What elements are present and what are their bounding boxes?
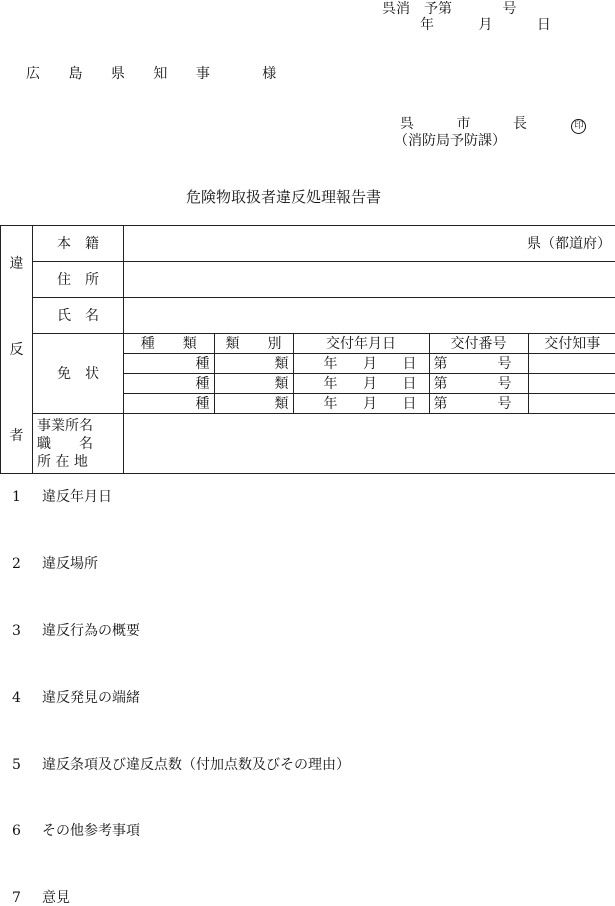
side-char-ihan: 違 <box>1 228 32 300</box>
license-issue-date[interactable] <box>293 354 429 374</box>
name-field[interactable] <box>124 298 615 334</box>
license-issue-number[interactable] <box>429 354 528 374</box>
license-month: 月 <box>363 377 377 391</box>
item-text: 違反行為の概要 <box>42 623 140 639</box>
side-char-han: 反 <box>1 300 32 400</box>
license-category[interactable]: 類 <box>214 394 293 414</box>
addressee-char: 知 <box>153 67 167 81</box>
license-month: 月 <box>363 397 377 411</box>
violator-side-label <box>1 226 33 474</box>
report-item <box>12 824 140 838</box>
item-text: その他参考事項 <box>42 823 140 839</box>
report-item <box>12 557 98 571</box>
report-item <box>12 691 140 705</box>
license-no-prefix: 第 <box>434 357 448 371</box>
document-number-prefix: 呉消 予第 <box>382 1 452 17</box>
sender-char: 呉 <box>400 117 414 131</box>
license-year: 年 <box>324 377 338 391</box>
license-label: 免 状 <box>33 334 124 414</box>
item-text: 違反条項及び違反点数（付加点数及びその理由） <box>42 757 350 773</box>
document-date <box>420 18 551 32</box>
license-issue-date[interactable] <box>293 374 429 394</box>
violator-table <box>0 225 615 474</box>
license-kind[interactable]: 種 <box>124 354 214 374</box>
item-number: 2 <box>12 557 42 571</box>
license-day: 日 <box>403 357 417 371</box>
sender <box>400 117 586 134</box>
addressee <box>26 67 300 81</box>
document-number <box>382 2 516 16</box>
license-issue-date[interactable] <box>293 394 429 414</box>
item-text: 違反場所 <box>42 556 98 572</box>
date-day: 日 <box>537 17 551 33</box>
license-governor[interactable] <box>528 354 615 374</box>
license-day: 日 <box>403 397 417 411</box>
license-no-suffix: 号 <box>498 357 512 371</box>
business-field[interactable] <box>124 414 615 474</box>
item-text: 違反発見の端緒 <box>42 690 140 706</box>
license-no-suffix: 号 <box>498 397 512 411</box>
license-cell <box>124 334 615 414</box>
license-year: 年 <box>324 357 338 371</box>
license-row <box>124 374 615 394</box>
item-text: 違反年月日 <box>42 489 112 505</box>
seal-mark: 印 <box>571 119 586 134</box>
side-char-sha: 者 <box>1 400 32 472</box>
license-header-governor: 交付知事 <box>528 334 615 354</box>
license-issue-number[interactable] <box>429 394 528 414</box>
location-label: 所 在 地 <box>37 453 119 471</box>
license-kind[interactable]: 種 <box>124 374 214 394</box>
date-year: 年 <box>420 17 434 33</box>
item-number: 3 <box>12 624 42 638</box>
item-number: 6 <box>12 824 42 838</box>
date-month: 月 <box>478 17 492 33</box>
business-label <box>33 414 124 474</box>
license-issue-number[interactable] <box>429 374 528 394</box>
license-header-issue-number: 交付番号 <box>429 334 528 354</box>
license-header-issue-date: 交付年月日 <box>293 334 429 354</box>
report-item <box>12 891 70 905</box>
item-number: 5 <box>12 758 42 772</box>
report-item <box>12 758 350 772</box>
license-governor[interactable] <box>528 374 615 394</box>
item-number: 7 <box>12 891 42 905</box>
job-title-label: 職 名 <box>37 435 119 453</box>
document-title: 危険物取扱者違反処理報告書 <box>186 190 381 205</box>
document-number-suffix: 号 <box>502 1 516 17</box>
license-category[interactable]: 類 <box>214 354 293 374</box>
sender-char: 市 <box>456 117 470 131</box>
addressee-char: 事 <box>196 67 210 81</box>
honseki-field[interactable]: 県（都道府） <box>124 226 615 262</box>
addressee-honorific: 様 <box>262 67 276 81</box>
name-label: 氏 名 <box>33 298 124 334</box>
item-number: 1 <box>12 490 42 504</box>
business-name-label: 事業所名 <box>37 417 119 435</box>
item-text: 意見 <box>42 890 70 906</box>
address-field[interactable] <box>124 262 615 298</box>
license-day: 日 <box>403 377 417 391</box>
sender-department: （消防局予防課） <box>394 134 506 148</box>
license-header-kind: 種 類 <box>124 334 214 354</box>
license-category[interactable]: 類 <box>214 374 293 394</box>
addressee-char: 県 <box>111 67 125 81</box>
license-no-prefix: 第 <box>434 397 448 411</box>
honseki-label: 本 籍 <box>33 226 124 262</box>
report-item <box>12 624 140 638</box>
license-month: 月 <box>363 357 377 371</box>
license-year: 年 <box>324 397 338 411</box>
license-table <box>124 334 615 413</box>
address-label: 住 所 <box>33 262 124 298</box>
license-no-suffix: 号 <box>498 377 512 391</box>
addressee-char: 島 <box>68 67 82 81</box>
license-no-prefix: 第 <box>434 377 448 391</box>
license-row <box>124 394 615 414</box>
license-row <box>124 354 615 374</box>
report-item <box>12 490 112 504</box>
license-governor[interactable] <box>528 394 615 414</box>
item-number: 4 <box>12 691 42 705</box>
license-header-category: 類 別 <box>214 334 293 354</box>
addressee-char: 広 <box>26 67 40 81</box>
sender-char: 長 <box>513 117 527 131</box>
license-kind[interactable]: 種 <box>124 394 214 414</box>
